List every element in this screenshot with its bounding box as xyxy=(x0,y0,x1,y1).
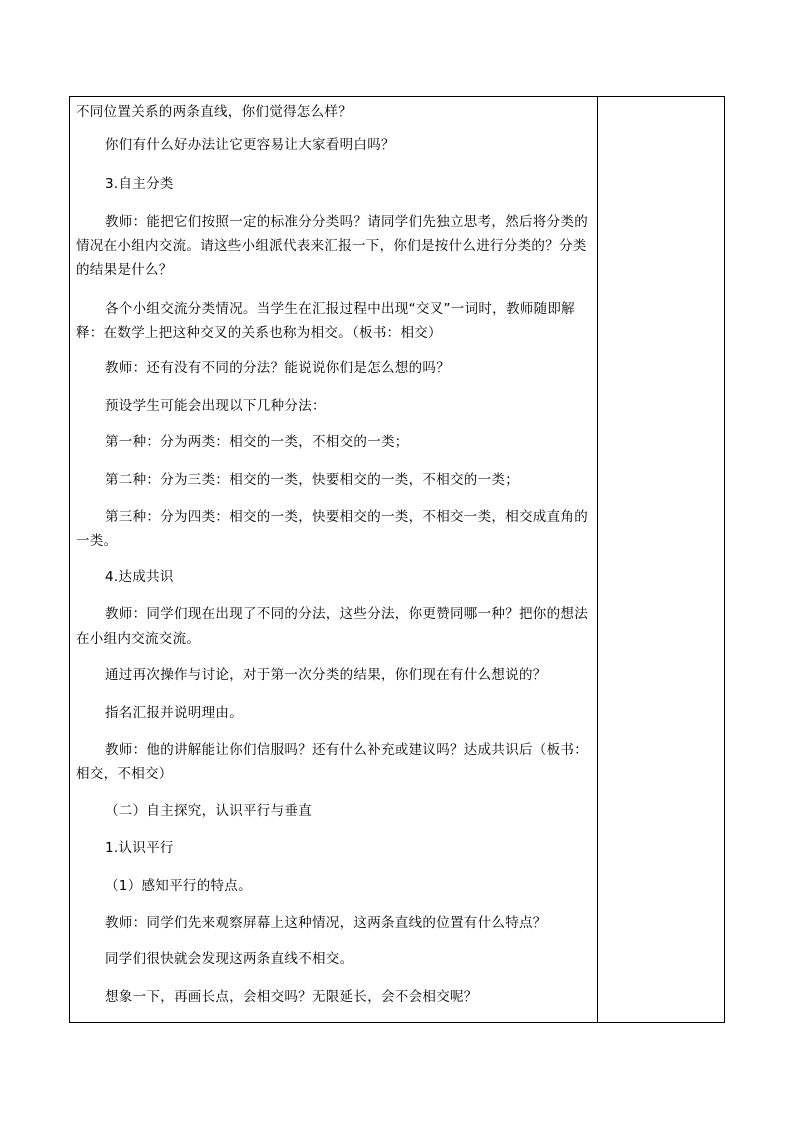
text-line: 在小组内交流交流。 xyxy=(76,631,201,647)
text-line: 教师：他的讲解能让你们信服吗？还有什么补充或建议吗？达成共识后（板书： xyxy=(105,742,588,758)
text-line: 各个小组交流分类情况。当学生在汇报过程中出现“交叉”一词时，教师随即解 xyxy=(105,301,575,317)
text-line: 通过再次操作与讨论，对于第一次分类的结果，你们现在有什么想说的？ xyxy=(105,667,547,683)
text-line: 情况在小组内交流。请这些小组派代表来汇报一下，你们是按什么进行分类的？分类 xyxy=(76,238,587,254)
section-heading: （二）自主探究，认识平行与垂直 xyxy=(105,803,312,819)
text-line: 预设学生可能会出现以下几种分法： xyxy=(105,398,326,414)
lesson-content-cell xyxy=(70,97,597,1022)
text-line: 相交，不相交） xyxy=(76,766,173,782)
text-line: 想象一下，再画长点，会相交吗？无限延长，会不会相交呢？ xyxy=(105,989,478,1005)
text-line: 同学们很快就会发现这两条直线不相交。 xyxy=(105,951,354,967)
notes-cell xyxy=(598,97,724,1022)
section-heading: 3.自主分类 xyxy=(105,176,174,192)
text-line: 教师：同学们现在出现了不同的分法，这些分法，你更赞同哪一种？把你的想法 xyxy=(105,606,588,622)
section-heading: （1）感知平行的特点。 xyxy=(105,878,252,894)
text-line: 第三种：分为四类：相交的一类，快要相交的一类，不相交一类，相交成直角的 xyxy=(105,509,588,525)
text-line: 你们有什么好办法让它更容易让大家看明白吗？ xyxy=(105,137,395,153)
text-line: 不同位置关系的两条直线，你们觉得怎么样？ xyxy=(76,104,352,120)
text-line: 一类。 xyxy=(76,533,118,549)
text-line: 的结果是什么？ xyxy=(76,262,173,278)
text-line: 教师：还有没有不同的分法？能说说你们是怎么想的吗？ xyxy=(105,360,450,376)
text-line: 教师：同学们先来观察屏幕上这种情况，这两条直线的位置有什么特点？ xyxy=(105,915,547,931)
text-line: 指名汇报并说明理由。 xyxy=(105,705,243,721)
text-line: 第一种：分为两类：相交的一类，不相交的一类； xyxy=(105,434,409,450)
text-line: 第二种：分为三类：相交的一类，快要相交的一类，不相交的一类； xyxy=(105,472,519,488)
section-heading: 1.认识平行 xyxy=(105,840,174,856)
text-line: 教师：能把它们按照一定的标准分分类吗？请同学们先独立思考，然后将分类的 xyxy=(105,214,588,230)
section-heading: 4.达成共识 xyxy=(105,569,174,585)
text-line: 释：在数学上把这种交叉的关系也称为相交。（板书：相交） xyxy=(76,325,442,341)
lesson-table xyxy=(69,96,725,1023)
